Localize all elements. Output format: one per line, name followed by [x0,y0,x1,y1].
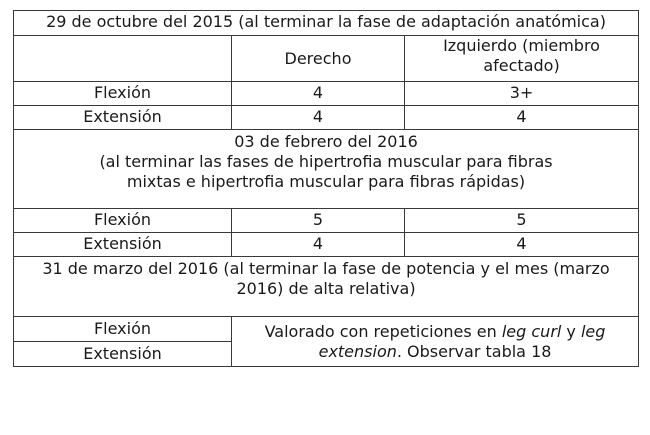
section-3-title: 31 de marzo del 2016 (al terminar la fase de potencia y el mes (marzo 2016) de alta relativa) [14,257,639,317]
row-label: Extensión [14,233,232,257]
header-right: Derecho [232,36,405,82]
table-row [14,209,639,233]
header-row [14,36,639,82]
section-2-title-row [14,130,639,209]
row-label: Flexión [14,317,232,342]
left-value: 4 [405,233,639,257]
left-value: 3+ [405,82,639,106]
leg-extension-term: leg extension [318,321,606,361]
header-left: Izquierdo (miembro afectado) [405,36,639,82]
section-3-note: Valorado con repeticiones en leg curl y leg extension. Observar tabla 18 [232,317,639,367]
table-row [14,317,639,342]
section-2-date: 03 de febrero del 2016 [234,132,418,151]
section-2-title [14,130,639,209]
table-row [14,82,639,106]
right-value: 4 [232,233,405,257]
row-label: Flexión [14,209,232,233]
right-value: 5 [232,209,405,233]
strength-assessment-table [13,10,639,367]
row-label: Extensión [14,106,232,130]
right-value: 4 [232,106,405,130]
section-1-title-row [14,11,639,36]
row-label: Flexión [14,82,232,106]
left-value: 4 [405,106,639,130]
right-value: 4 [232,82,405,106]
section-3-title-row [14,257,639,317]
section-1-title: 29 de octubre del 2015 (al terminar la fase de adaptación anatómica) [14,11,639,36]
leg-curl-term: leg curl [501,321,562,341]
left-value: 5 [405,209,639,233]
row-label: Extensión [14,342,232,367]
header-blank-cell [14,36,232,82]
table-row [14,233,639,257]
section-2-description: (al terminar las fases de hipertrofia muscular para fibras mixtas e hipertrofia muscular para fibras rápidas) [99,152,553,191]
table-row [14,106,639,130]
